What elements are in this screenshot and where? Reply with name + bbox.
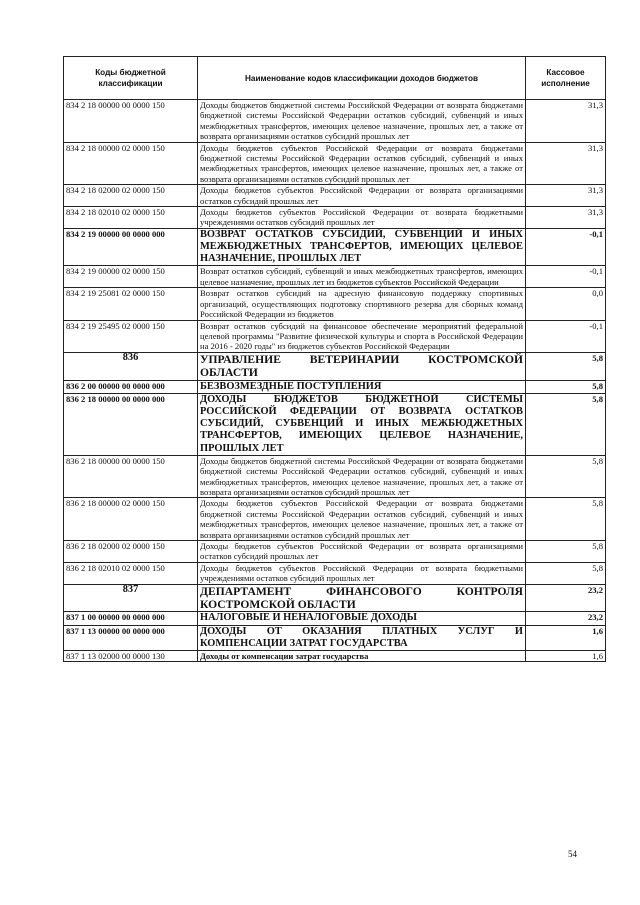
name-cell: Доходы бюджетов бюджетной системы Российской Федерации от возврата бюджетами бюджетной системы Российской Федерации остатков субсидий, субвенций и иных межбюджетных трансфертов, имеющих целевое назначение, прошлых лет, а также от возврата организациями остатков субсидий прошлых лет xyxy=(198,100,526,143)
code-cell: 837 1 13 02000 00 0000 130 xyxy=(64,651,198,662)
code-cell: 836 2 18 00000 00 0000 150 xyxy=(64,455,198,498)
amount-cell: 5,8 xyxy=(526,498,606,541)
amount-cell: 31,3 xyxy=(526,142,606,185)
budget-revenue-table xyxy=(63,56,606,662)
amount-cell: 5,8 xyxy=(526,455,606,498)
page-number: 54 xyxy=(568,849,577,859)
amount-cell: 5,8 xyxy=(526,393,606,455)
table-body xyxy=(64,100,606,662)
table-row xyxy=(64,320,606,352)
code-cell: 837 xyxy=(64,584,198,612)
code-cell: 836 2 18 02000 02 0000 150 xyxy=(64,541,198,563)
amount-cell: 5,8 xyxy=(526,352,606,380)
name-cell: Доходы бюджетов субъектов Российской Федерации от возврата бюджетами бюджетной системы Российской Федерации остатков субсидий, субвенций и иных межбюджетных трансфертов, имеющих целевое назначение, прошлых лет, а также от возврата организациями остатков субсидий прошлых лет xyxy=(198,142,526,185)
code-cell: 836 2 18 02010 02 0000 150 xyxy=(64,562,198,584)
header-amount: Кассовое исполнение xyxy=(526,57,606,100)
table-row xyxy=(64,380,606,393)
table-row xyxy=(64,393,606,455)
name-cell: Доходы бюджетов субъектов Российской Федерации от возврата бюджетными учреждениями остатков субсидий прошлых лет xyxy=(198,207,526,229)
table-row xyxy=(64,142,606,185)
table-row xyxy=(64,584,606,612)
code-cell: 836 2 18 00000 02 0000 150 xyxy=(64,498,198,541)
name-cell: Доходы бюджетов субъектов Российской Федерации от возврата бюджетами бюджетной системы Российской Федерации остатков субсидий, субвенций и иных межбюджетных трансфертов, имеющих целевое назначение, прошлых лет, а также от возврата организациями остатков субсидий прошлых лет xyxy=(198,498,526,541)
code-cell: 836 2 18 00000 00 0000 000 xyxy=(64,393,198,455)
table-row xyxy=(64,185,606,207)
name-cell: Доходы от компенсации затрат государства xyxy=(198,651,526,662)
name-cell: ВОЗВРАТ ОСТАТКОВ СУБСИДИЙ, СУБВЕНЦИЙ И ИНЫХ МЕЖБЮДЖЕТНЫХ ТРАНСФЕРТОВ, ИМЕЮЩИХ ЦЕЛЕВОЕ НАЗНАЧЕНИЕ, ПРОШЛЫХ ЛЕТ xyxy=(198,228,526,266)
name-cell: Возврат остатков субсидий, субвенций и иных межбюджетных трансфертов, имеющих целевое назначение, прошлых лет из бюджетов субъектов Российской Федерации xyxy=(198,266,526,288)
code-cell: 834 2 18 00000 00 0000 150 xyxy=(64,100,198,143)
amount-cell: -0,1 xyxy=(526,266,606,288)
table-row xyxy=(64,228,606,266)
table-row xyxy=(64,455,606,498)
name-cell: Возврат остатков субсидий на адресную финансовую поддержку спортивных организаций, осуществляющих подготовку спортивного резерва для сборных команд Российской Федерации из бюджетов xyxy=(198,288,526,320)
table-row xyxy=(64,498,606,541)
code-cell: 834 2 19 00000 02 0000 150 xyxy=(64,266,198,288)
header-codes: Коды бюджетной классификации xyxy=(64,57,198,100)
name-cell: НАЛОГОВЫЕ И НЕНАЛОГОВЫЕ ДОХОДЫ xyxy=(198,612,526,625)
table-row xyxy=(64,100,606,143)
code-cell: 837 1 00 00000 00 0000 000 xyxy=(64,612,198,625)
table-row xyxy=(64,651,606,662)
table-row xyxy=(64,288,606,320)
amount-cell: -0,1 xyxy=(526,320,606,352)
code-cell: 834 2 18 02010 02 0000 150 xyxy=(64,207,198,229)
code-cell: 834 2 19 25495 02 0000 150 xyxy=(64,320,198,352)
name-cell: Доходы бюджетов бюджетной системы Российской Федерации от возврата бюджетами бюджетной системы Российской Федерации остатков субсидий, субвенций и иных межбюджетных трансфертов, имеющих целевое назначение, прошлых лет, а также от возврата организациями остатков субсидий прошлых лет xyxy=(198,455,526,498)
name-cell: ДОХОДЫ БЮДЖЕТОВ БЮДЖЕТНОЙ СИСТЕМЫ РОССИЙСКОЙ ФЕДЕРАЦИИ ОТ ВОЗВРАТА ОСТАТКОВ СУБСИДИЙ, СУБВЕНЦИЙ И ИНЫХ МЕЖБЮДЖЕТНЫХ ТРАНСФЕРТОВ, ИМЕЮЩИХ ЦЕЛЕВОЕ НАЗНАЧЕНИЕ, ПРОШЛЫХ ЛЕТ xyxy=(198,393,526,455)
amount-cell: 31,3 xyxy=(526,100,606,143)
amount-cell: 1,6 xyxy=(526,651,606,662)
table-row xyxy=(64,541,606,563)
table-row xyxy=(64,352,606,380)
amount-cell: 5,8 xyxy=(526,380,606,393)
amount-cell: 5,8 xyxy=(526,562,606,584)
amount-cell: 23,2 xyxy=(526,612,606,625)
amount-cell: 1,6 xyxy=(526,625,606,650)
table-header-row xyxy=(64,57,606,100)
code-cell: 834 2 19 25081 02 0000 150 xyxy=(64,288,198,320)
name-cell: БЕЗВОЗМЕЗДНЫЕ ПОСТУПЛЕНИЯ xyxy=(198,380,526,393)
amount-cell: 31,3 xyxy=(526,185,606,207)
name-cell: УПРАВЛЕНИЕ ВЕТЕРИНАРИИ КОСТРОМСКОЙ ОБЛАСТИ xyxy=(198,352,526,380)
code-cell: 834 2 18 00000 02 0000 150 xyxy=(64,142,198,185)
table-row xyxy=(64,207,606,229)
code-cell: 834 2 18 02000 02 0000 150 xyxy=(64,185,198,207)
amount-cell: 5,8 xyxy=(526,541,606,563)
code-cell: 836 2 00 00000 00 0000 000 xyxy=(64,380,198,393)
table-row xyxy=(64,612,606,625)
table-row xyxy=(64,266,606,288)
table-row xyxy=(64,625,606,650)
code-cell: 834 2 19 00000 00 0000 000 xyxy=(64,228,198,266)
header-name: Наименование кодов классификации доходов бюджетов xyxy=(198,57,526,100)
amount-cell: -0,1 xyxy=(526,228,606,266)
name-cell: ДОХОДЫ ОТ ОКАЗАНИЯ ПЛАТНЫХ УСЛУГ И КОМПЕНСАЦИИ ЗАТРАТ ГОСУДАРСТВА xyxy=(198,625,526,650)
code-cell: 837 1 13 00000 00 0000 000 xyxy=(64,625,198,650)
name-cell: Доходы бюджетов субъектов Российской Федерации от возврата бюджетными учреждениями остатков субсидий прошлых лет xyxy=(198,562,526,584)
name-cell: ДЕПАРТАМЕНТ ФИНАНСОВОГО КОНТРОЛЯ КОСТРОМСКОЙ ОБЛАСТИ xyxy=(198,584,526,612)
amount-cell: 23,2 xyxy=(526,584,606,612)
table-row xyxy=(64,562,606,584)
code-cell: 836 xyxy=(64,352,198,380)
amount-cell: 0,0 xyxy=(526,288,606,320)
amount-cell: 31,3 xyxy=(526,207,606,229)
name-cell: Доходы бюджетов субъектов Российской Федерации от возврата организациями остатков субсидий прошлых лет xyxy=(198,541,526,563)
name-cell: Доходы бюджетов субъектов Российской Федерации от возврата организациями остатков субсидий прошлых лет xyxy=(198,185,526,207)
name-cell: Возврат остатков субсидий на финансовое обеспечение мероприятий федеральной целевой программы "Развитие физической культуры и спорта в Российской Федерации на 2016 - 2020 годы" из бюджетов субъектов Российской Федерации xyxy=(198,320,526,352)
